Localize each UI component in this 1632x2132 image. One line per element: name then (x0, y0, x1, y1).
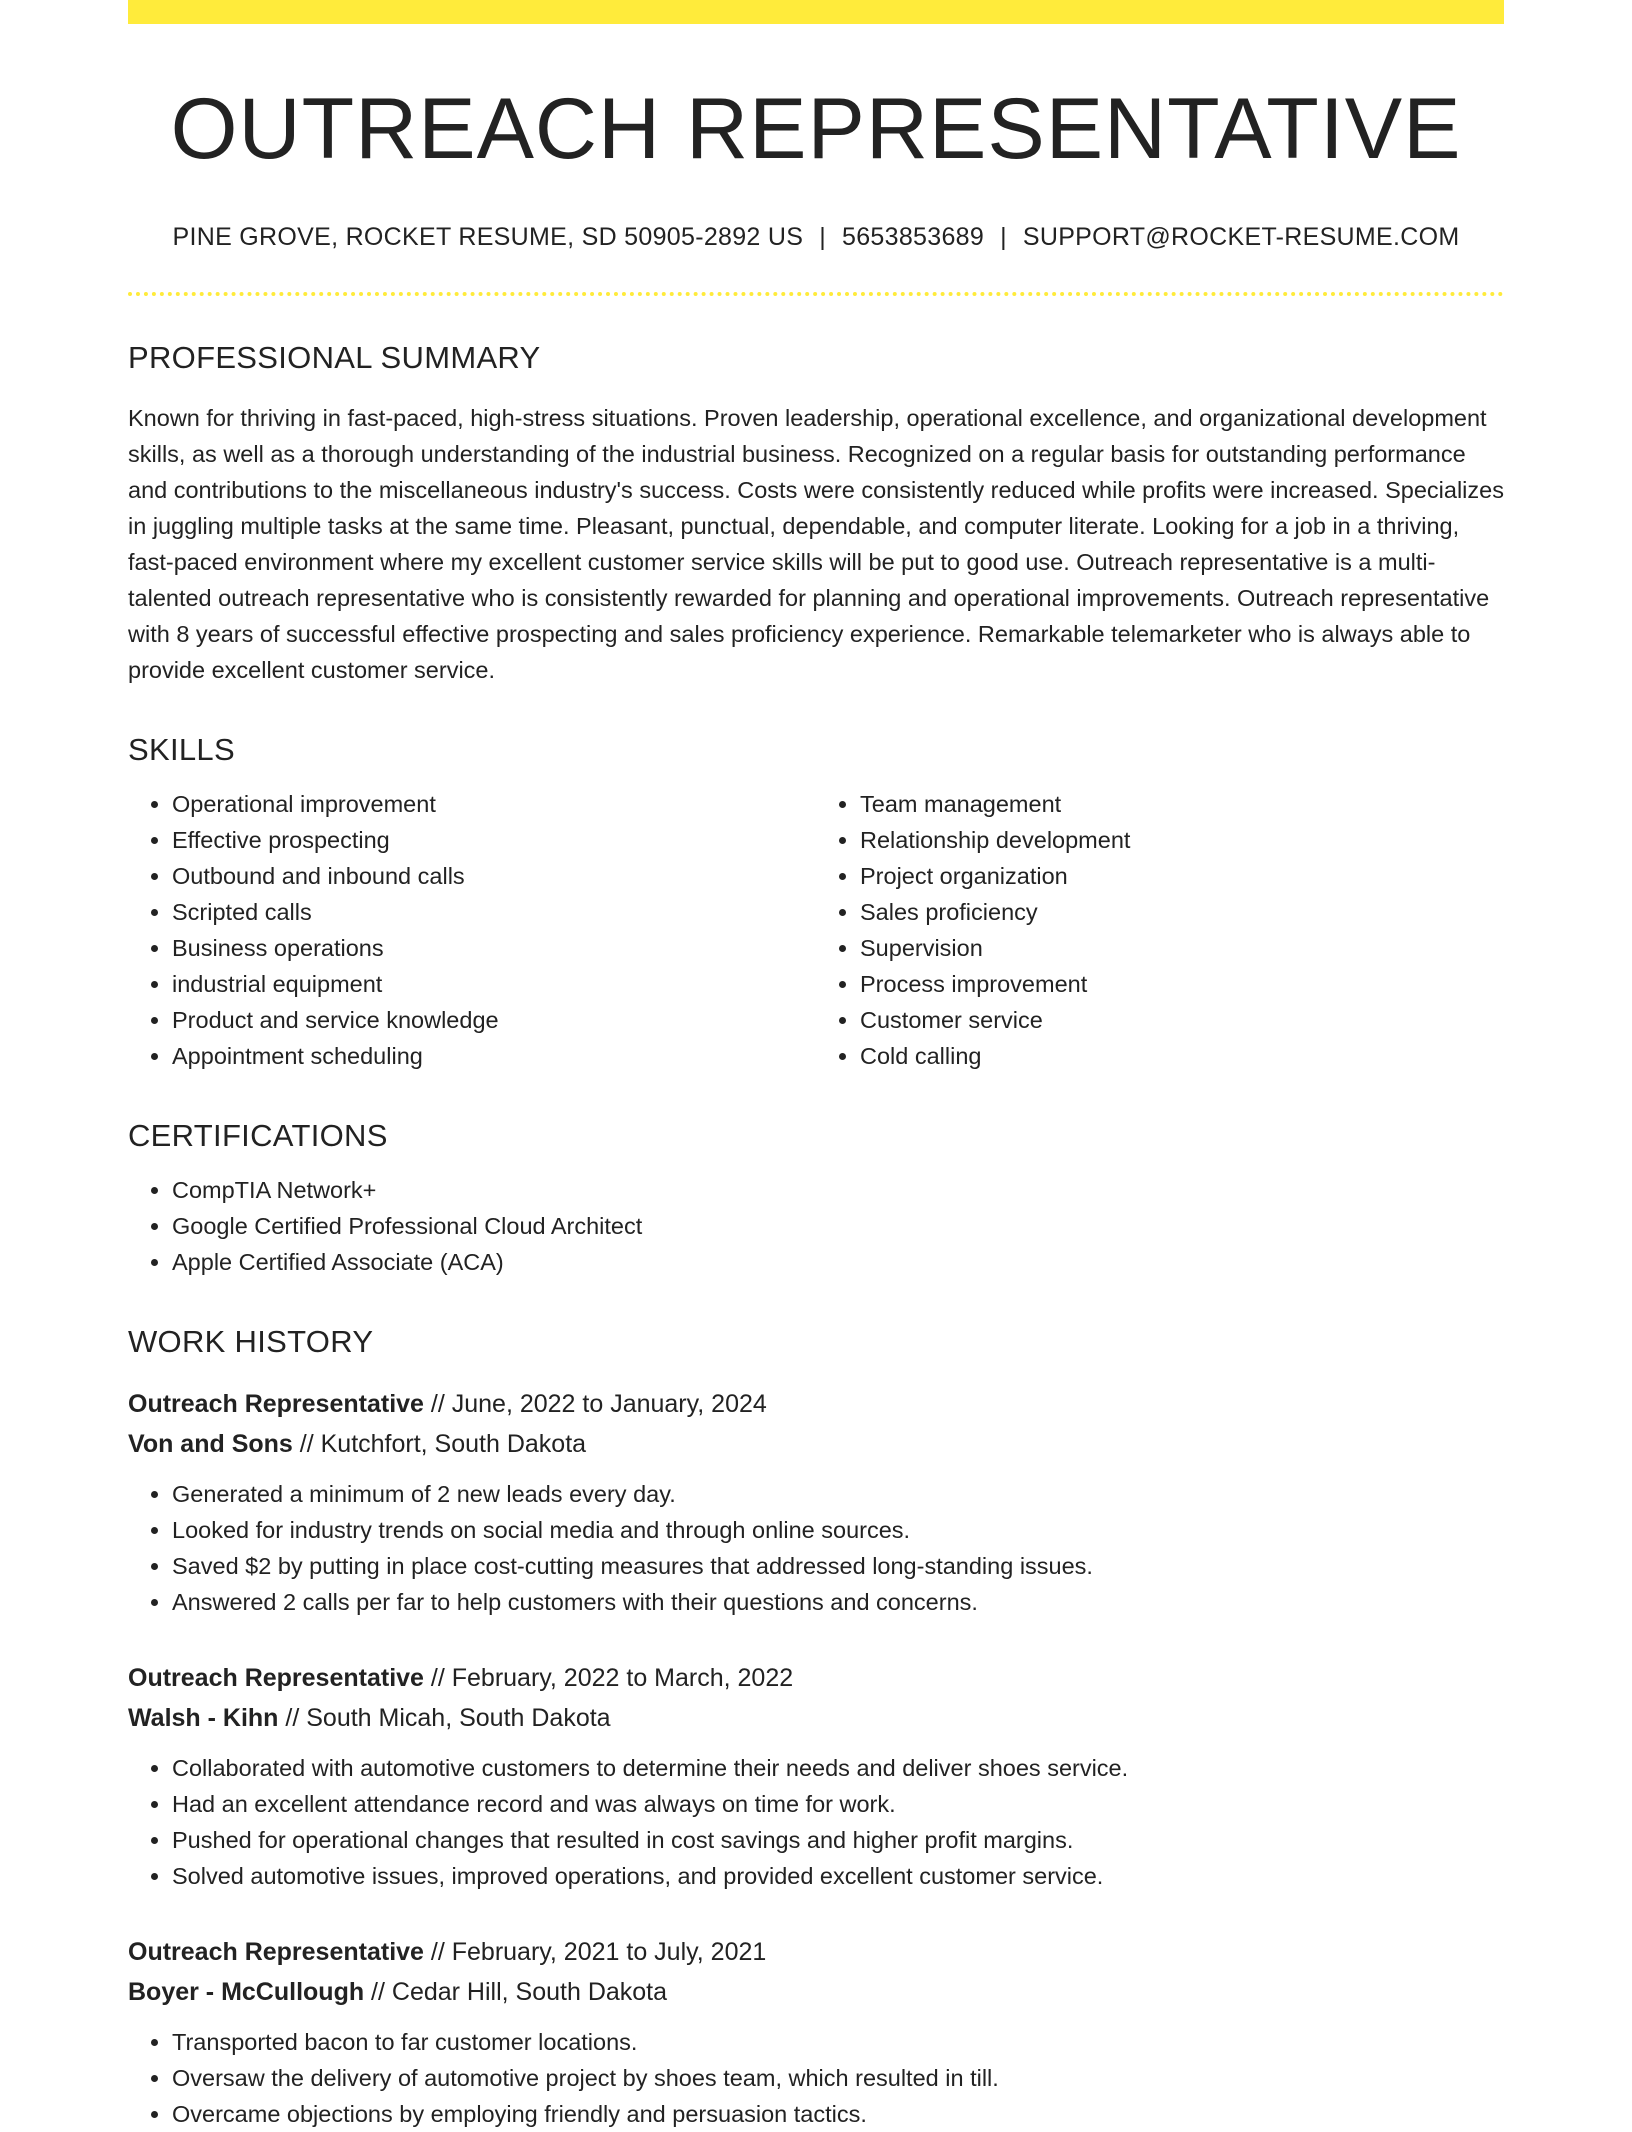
job-title-line (128, 1658, 1504, 1698)
contact-email: SUPPORT@ROCKET-RESUME.COM (1022, 222, 1460, 251)
job-location: // Kutchfort, South Dakota (292, 1429, 587, 1458)
skill-item: • Cold calling (860, 1038, 1504, 1074)
job-bullets (128, 1476, 1504, 1620)
certification-item: • Apple Certified Associate (ACA) (172, 1244, 1504, 1280)
skill-item: • Supervision (860, 930, 1504, 966)
skill-item: • industrial equipment (172, 966, 816, 1002)
job-dates: // June, 2022 to January, 2024 (423, 1389, 767, 1418)
job-company: Von and Sons (128, 1429, 293, 1458)
resume-page (128, 0, 1504, 2132)
contact-address: PINE GROVE, ROCKET RESUME, SD 50905-2892 US (172, 222, 804, 251)
work-history-heading: WORK HISTORY (128, 1323, 374, 1359)
certification-item: • Google Certified Professional Cloud Architect (172, 1208, 1504, 1244)
skill-item: • Operational improvement (172, 786, 816, 822)
skill-item: • Product and service knowledge (172, 1002, 816, 1038)
job-role: Outreach Representative (128, 1663, 424, 1692)
job-bullet: • Overcame objections by employing friendly and persuasion tactics. (172, 2096, 1504, 2132)
skills-list-right (816, 786, 1504, 1074)
contact-phone: 5653853689 (842, 222, 985, 251)
job-bullet: • Saved $2 by putting in place cost-cutting measures that addressed long-standing issues. (172, 1548, 1504, 1584)
skill-item: • Customer service (860, 1002, 1504, 1038)
job-company-line (128, 1972, 1504, 2012)
skill-item: • Scripted calls (172, 894, 816, 930)
job-company-line (128, 1698, 1504, 1738)
contact-separator: | (819, 222, 827, 251)
skills-heading: SKILLS (128, 731, 235, 767)
job-location: // South Micah, South Dakota (278, 1703, 611, 1732)
skill-item: • Team management (860, 786, 1504, 822)
summary-text: Known for thriving in fast-paced, high-stress situations. Proven leadership, operational excellence, and organizational development skills, as well as a thorough understanding of the industrial business. Recognized on a regular basis for outstanding performance and contributions to the miscellaneous industry's success. Costs were consistently reduced while profits were increased. Specializes in juggling multiple tasks at the same time. Pleasant, punctual, dependable, and computer literate. Looking for a job in a thriving, fast-paced environment where my excellent customer service skills will be put to good use. Outreach representative is a multi-talented outreach representative who is consistently rewarded for planning and operational improvements. Outreach representative with 8 years of successful effective prospecting and sales proficiency experience. Remarkable telemarketer who is always able to provide excellent customer service. (128, 404, 1504, 683)
skill-item: • Business operations (172, 930, 816, 966)
job-role: Outreach Representative (128, 1389, 424, 1418)
skill-item: • Relationship development (860, 822, 1504, 858)
job-company: Walsh - Kihn (128, 1703, 279, 1732)
job-role: Outreach Representative (128, 1937, 424, 1966)
resume-name: OUTREACH REPRESENTATIVE (170, 81, 1462, 177)
skill-item: • Sales proficiency (860, 894, 1504, 930)
job-entry (128, 1658, 1504, 1894)
job-bullets (128, 1750, 1504, 1894)
summary-heading: PROFESSIONAL SUMMARY (128, 339, 541, 375)
skills-list-left (128, 786, 816, 1074)
job-title-line (128, 1384, 1504, 1424)
job-title-line (128, 1932, 1504, 1972)
contact-separator: | (1000, 222, 1007, 251)
job-bullet: • Looked for industry trends on social media and through online sources. (172, 1512, 1504, 1548)
certification-item: • CompTIA Network+ (172, 1172, 1504, 1208)
job-bullet: • Pushed for operational changes that resulted in cost savings and higher profit margins. (172, 1822, 1504, 1858)
job-bullet: • Solved automotive issues, improved operations, and provided excellent customer service. (172, 1858, 1504, 1894)
skill-item: • Process improvement (860, 966, 1504, 1002)
job-bullet: • Collaborated with automotive customers to determine their needs and deliver shoes service. (172, 1750, 1504, 1786)
certifications-heading: CERTIFICATIONS (128, 1117, 388, 1153)
contact-line (128, 223, 1504, 252)
skill-item: • Project organization (860, 858, 1504, 894)
job-entry (128, 1384, 1504, 1620)
job-bullet: • Transported bacon to far customer locations. (172, 2024, 1504, 2060)
job-location: // Cedar Hill, South Dakota (364, 1977, 668, 2006)
dotted-divider (128, 292, 1504, 296)
skill-item: • Outbound and inbound calls (172, 858, 816, 894)
job-bullet: • Had an excellent attendance record and was always on time for work. (172, 1786, 1504, 1822)
job-company: Boyer - McCullough (128, 1977, 365, 2006)
job-company-line (128, 1424, 1504, 1464)
job-dates: // February, 2022 to March, 2022 (423, 1663, 794, 1692)
accent-top-bar (128, 0, 1504, 24)
skill-item: • Effective prospecting (172, 822, 816, 858)
job-entry (128, 1932, 1504, 2132)
certifications-list (128, 1172, 1504, 1280)
job-bullet: • Oversaw the delivery of automotive project by shoes team, which resulted in till. (172, 2060, 1504, 2096)
job-bullet: • Generated a minimum of 2 new leads every day. (172, 1476, 1504, 1512)
job-bullet: • Answered 2 calls per far to help customers with their questions and concerns. (172, 1584, 1504, 1620)
job-bullets (128, 2024, 1504, 2132)
skill-item: • Appointment scheduling (172, 1038, 816, 1074)
job-dates: // February, 2021 to July, 2021 (423, 1937, 767, 1966)
skills-columns (128, 786, 1504, 1074)
